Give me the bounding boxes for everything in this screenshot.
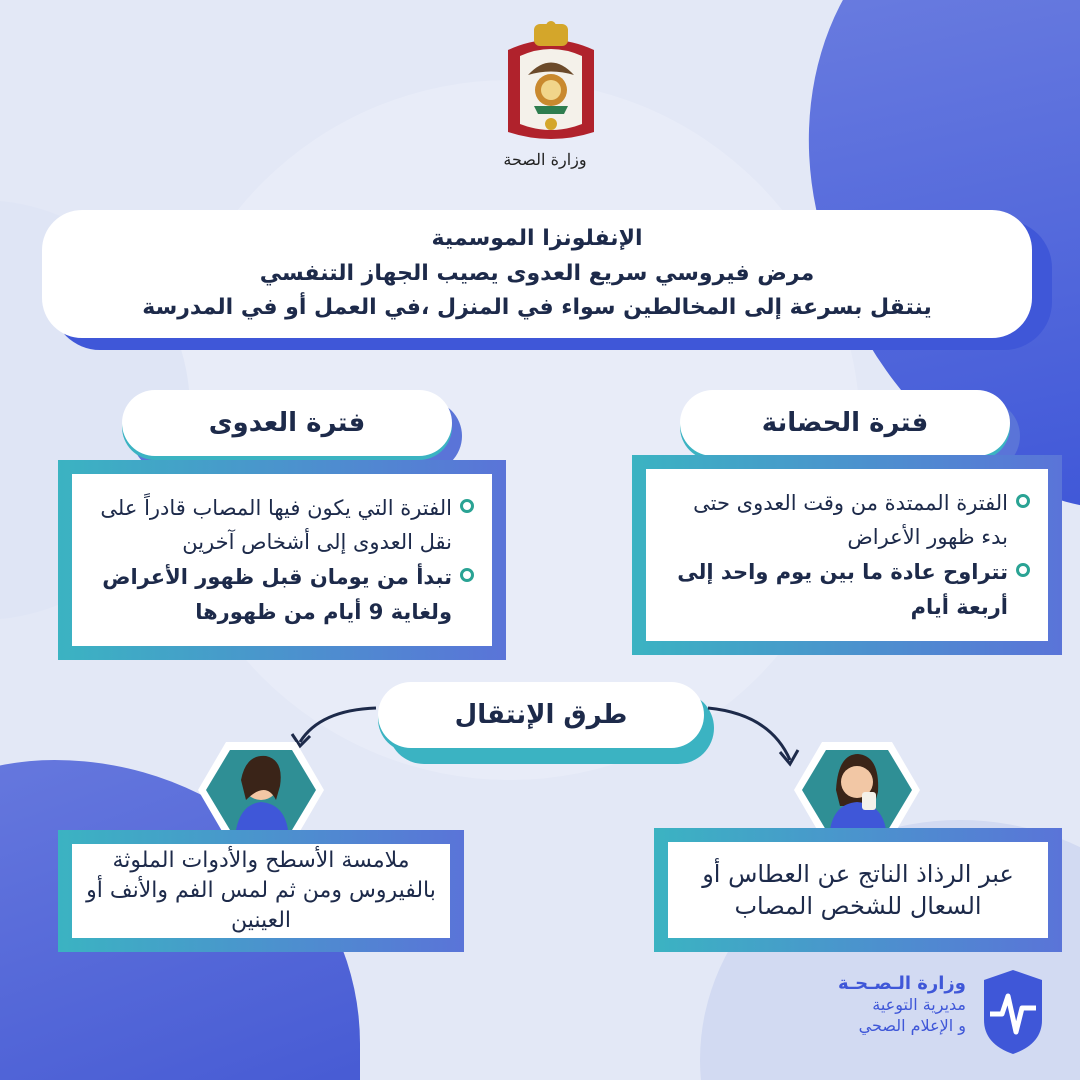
incubation-title: فترة الحضانة (680, 390, 1010, 456)
incubation-bullet-2: تتراوح عادة ما بين يوم واحد إلى أربعة أيام (664, 555, 1030, 624)
title-line-2: مرض فيروسي سريع العدوى يصيب الجهاز التنفسي (259, 260, 815, 286)
infectious-bullet-1: الفترة التي يكون فيها المصاب قادراً على نقل العدوى إلى أشخاص آخرين (90, 491, 474, 560)
surfaces-text: ملامسة الأسطح والأدوات الملوثة بالفيروس ومن ثم لمس الفم والأنف أو العينين (86, 848, 436, 933)
droplets-box (654, 828, 1062, 952)
incubation-bullet-1: الفترة الممتدة من وقت العدوى حتى بدء ظهور الأعراض (664, 486, 1030, 555)
bullet-icon (1016, 563, 1030, 577)
footer-directorate-2: و الإعلام الصحي (858, 1016, 966, 1036)
health-shield-logo-icon (976, 966, 1050, 1056)
infectious-bullet-2: تبدأ من يومان قبل ظهور الأعراض ولغاية 9 أيام من ظهورها (90, 560, 474, 629)
face-touching-icon (196, 740, 326, 840)
sneezing-person-icon (792, 740, 922, 840)
footer-branding (810, 966, 1050, 1062)
title-line-1: الإنفلونزا الموسمية (431, 226, 643, 252)
title-card (42, 210, 1032, 350)
infectious-box (58, 460, 506, 660)
bullet-icon (460, 568, 474, 582)
bullet-icon (460, 499, 474, 513)
surfaces-box (58, 830, 464, 952)
title-line-3: ينتقل بسرعة إلى المخالطين سواء في المنزل ،في العمل أو في المدرسة (142, 295, 932, 321)
transmission-title: طرق الإنتقال (378, 682, 704, 748)
droplets-text: عبر الرذاذ الناتج عن العطاس أو السعال للشخص المصاب (702, 859, 1014, 920)
transmission-arrows (280, 690, 820, 780)
ministry-signature: وزارة الصحة (503, 150, 587, 169)
infectious-header (122, 390, 452, 466)
infectious-title: فترة العدوى (122, 390, 452, 456)
footer-directorate-1: مديرية التوعية (872, 995, 966, 1015)
royal-emblem-icon (498, 20, 604, 144)
incubation-box (632, 455, 1062, 655)
footer-ministry: وزارة الـصـحـة (838, 973, 966, 994)
bullet-icon (1016, 494, 1030, 508)
